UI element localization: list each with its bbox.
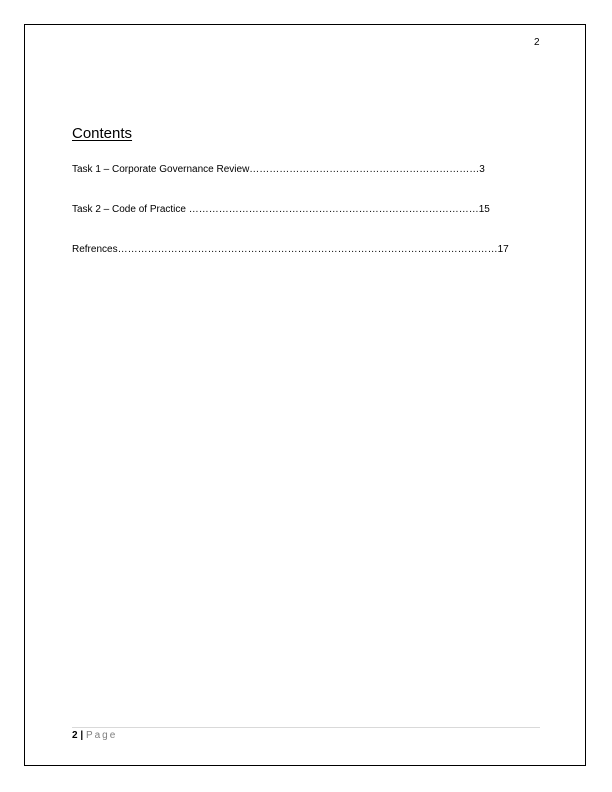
footer (72, 730, 117, 742)
toc-heading: Contents (72, 125, 133, 142)
toc-entry-task-2[interactable]: Task 2 – Code of Practice ……………………………………………………………………………15 (72, 204, 490, 215)
footer-divider (72, 727, 540, 728)
toc-entry-task-1[interactable]: Task 1 – Corporate Governance Review……………………………………………………………3 (72, 164, 485, 175)
footer-page-label: Page (85, 730, 118, 741)
footer-separator: | (80, 730, 84, 741)
toc-entry-references[interactable]: Refrences……………………………………………………………………………………………………17 (72, 244, 509, 255)
footer-page-number: 2 (72, 730, 78, 741)
header-page-number: 2 (534, 37, 540, 48)
